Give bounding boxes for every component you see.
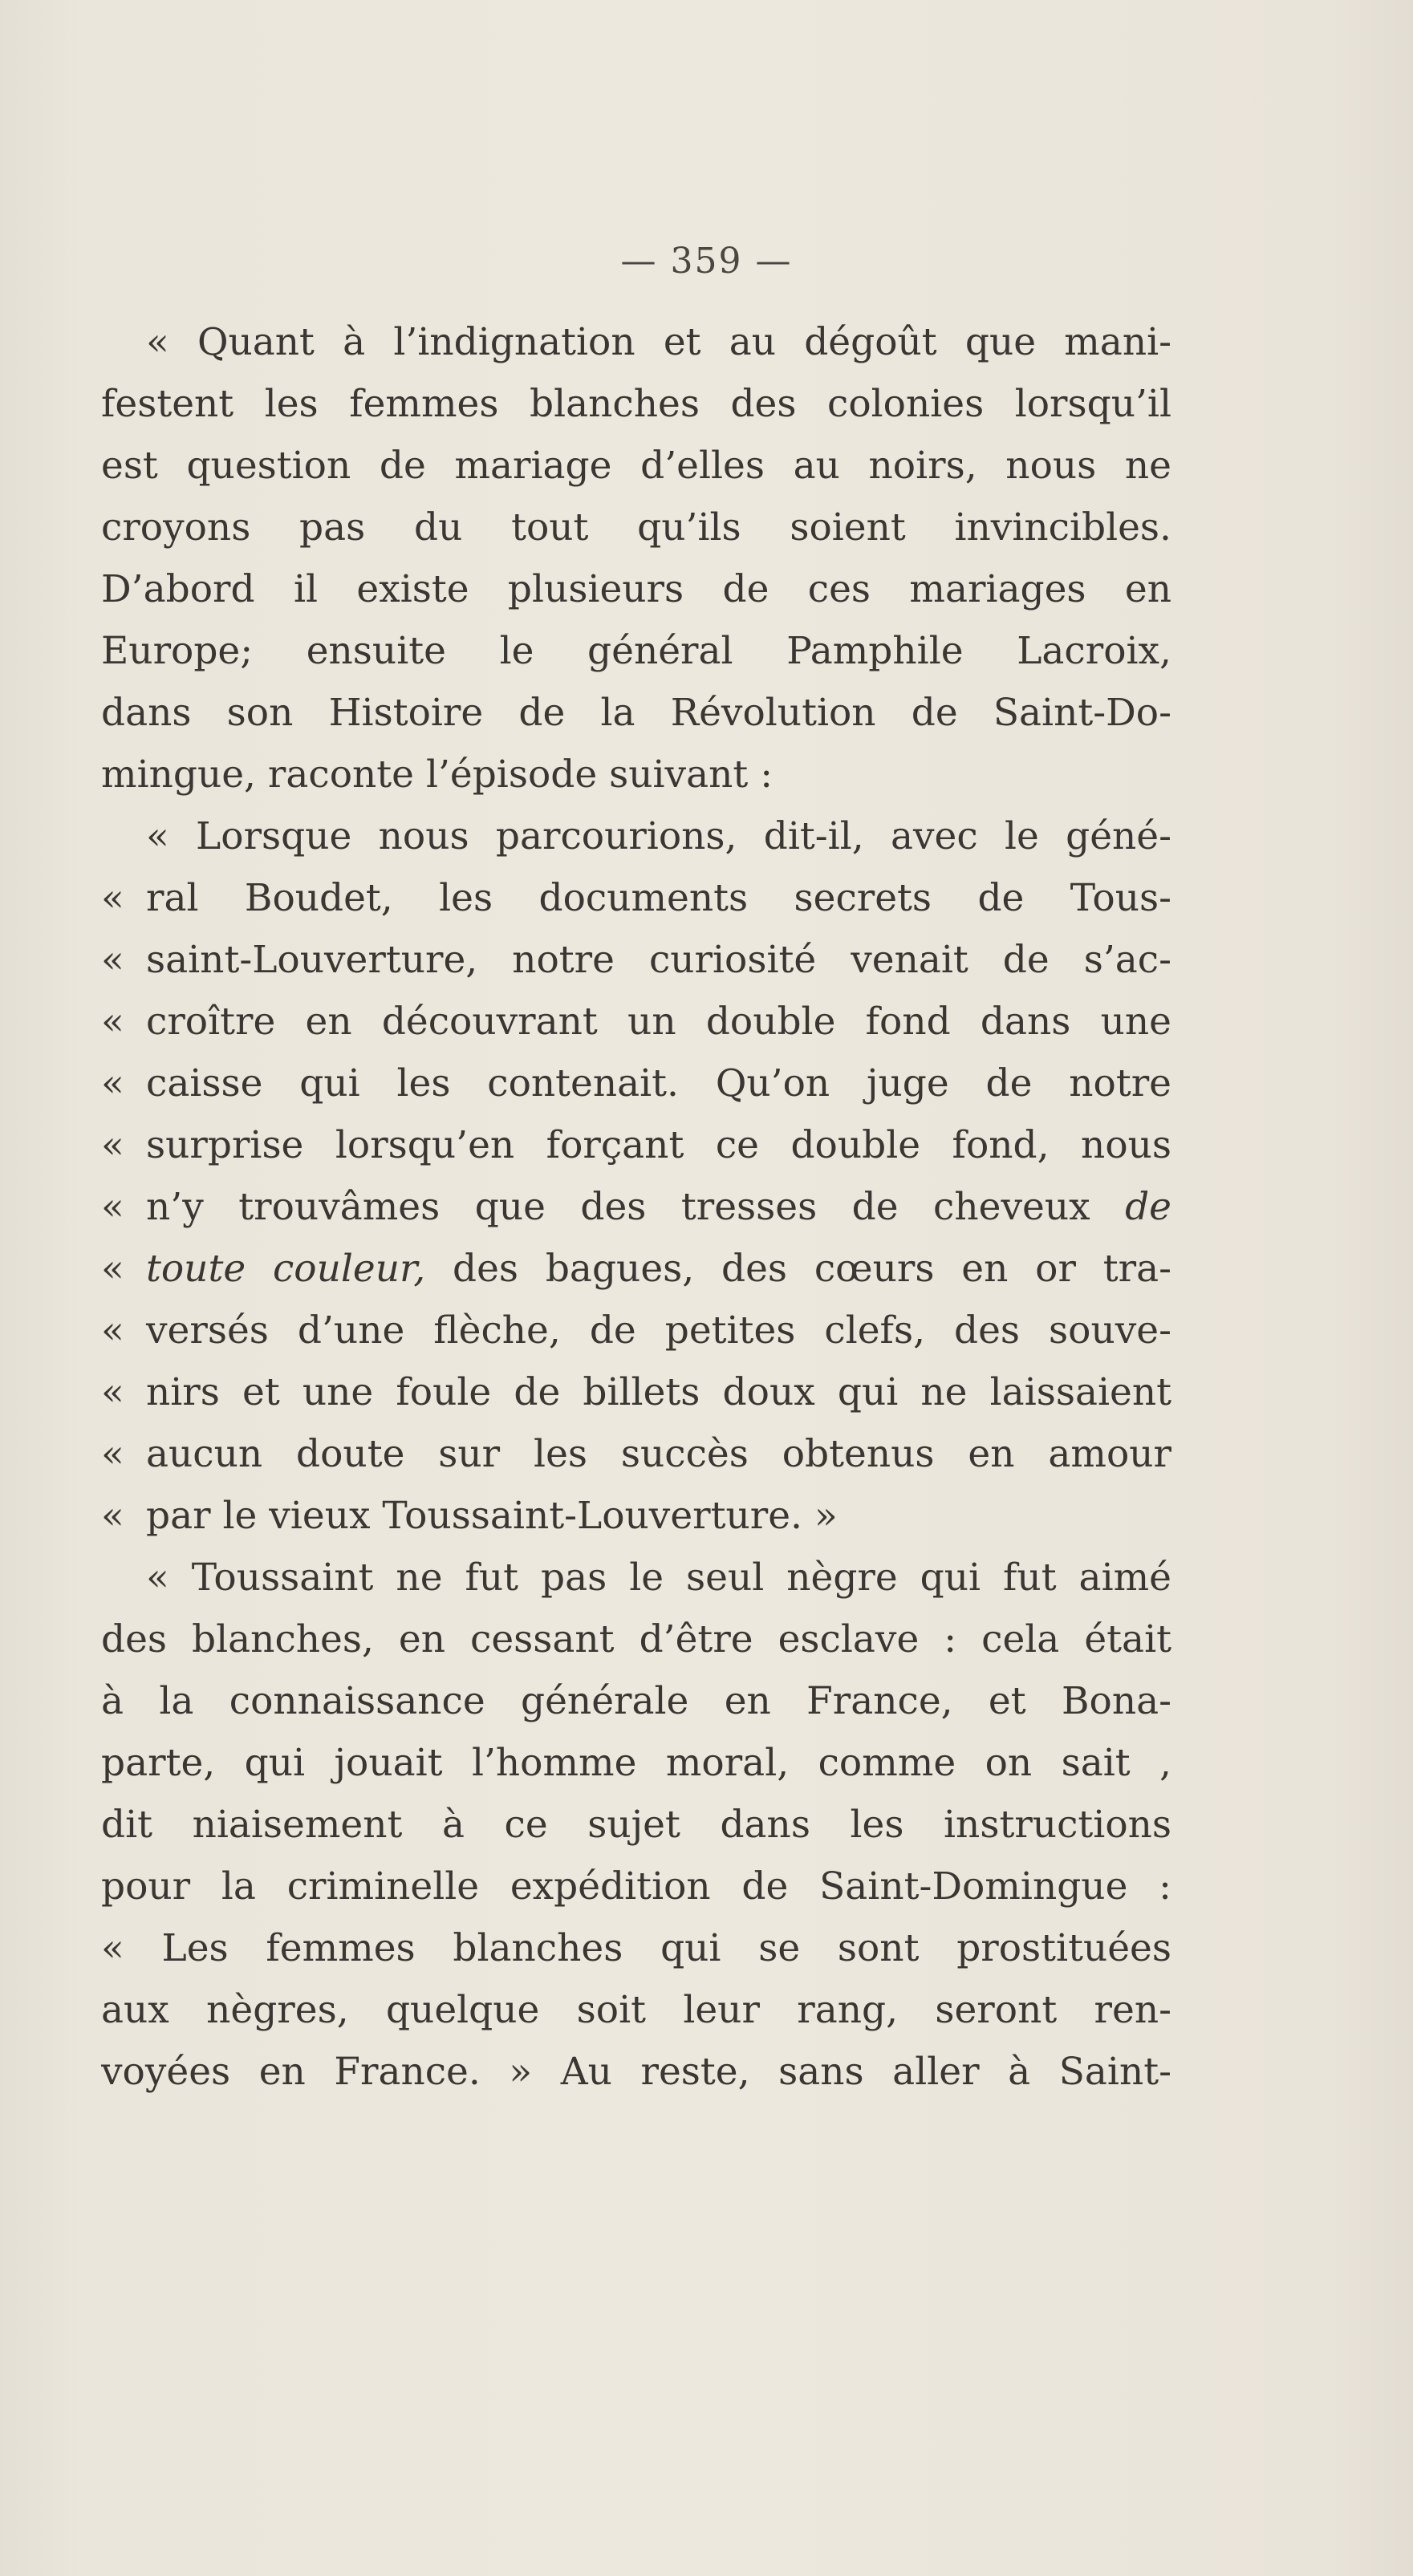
quote-text: croître en découvrant un double fond dans une xyxy=(146,1000,1171,1044)
text-line: « Toussaint ne fut pas le seul nègre qui fut aimé xyxy=(146,1556,1171,1600)
text-line: dit niaisement à ce sujet dans les instructions xyxy=(101,1803,1171,1847)
text-line: parte, qui jouait l’homme moral, comme on sait , xyxy=(101,1741,1171,1785)
text-line: est question de mariage d’elles au noirs, nous ne xyxy=(101,444,1171,488)
italic-text: toute couleur, xyxy=(146,1247,426,1291)
text-line: Europe; ensuite le général Pamphile Lacroix, xyxy=(101,629,1171,673)
page-text xyxy=(101,311,1171,2103)
text-line: « Les femmes blanches qui se sont prostituées xyxy=(101,1926,1171,1970)
quote-line xyxy=(101,1176,1171,1238)
quote-line: « Lorsque nous parcourions, dit-il, avec le géné- xyxy=(146,814,1171,858)
quote-text: nirs et une foule de billets doux qui ne laissaient xyxy=(146,1370,1171,1414)
quote-line xyxy=(101,1423,1171,1485)
italic-text: de xyxy=(1125,1185,1171,1229)
quote-marker: « xyxy=(101,1000,124,1044)
text-line: pour la criminelle expédition de Saint-Domingue : xyxy=(101,1864,1171,1909)
page-number: — 359 — xyxy=(620,241,793,282)
quote-marker: « xyxy=(101,876,124,920)
text-line: mingue, raconte l’épisode suivant : xyxy=(101,753,773,797)
quote-line xyxy=(101,1053,1171,1114)
quote-marker: « xyxy=(101,938,124,982)
quote-line xyxy=(101,1238,1171,1300)
quote-marker: « xyxy=(101,1185,124,1229)
quote-line xyxy=(101,1361,1171,1423)
quote-marker: « xyxy=(101,1494,124,1538)
quote-marker: « xyxy=(101,1432,124,1476)
text-line: des blanches, en cessant d’être esclave : cela était xyxy=(101,1617,1171,1661)
quote-line xyxy=(101,1300,1171,1361)
text-line: à la connaissance générale en France, et Bona- xyxy=(101,1679,1171,1723)
quote-line xyxy=(101,991,1171,1053)
text-line: voyées en France. » Au reste, sans aller à Saint- xyxy=(101,2050,1171,2094)
quote-text: versés d’une flèche, de petites clefs, des souve- xyxy=(146,1308,1171,1353)
quote-text: saint-Louverture, notre curiosité venait de s’ac- xyxy=(146,938,1171,982)
quote-text: aucun doute sur les succès obtenus en amour xyxy=(146,1432,1171,1476)
quote-marker: « xyxy=(101,1370,124,1414)
quote-text: n’y trouvâmes que des tresses de cheveux xyxy=(146,1185,1090,1229)
quote-text: caisse qui les contenait. Qu’on juge de notre xyxy=(146,1061,1171,1105)
quote-marker: « xyxy=(101,1123,124,1167)
quote-text: surprise lorsqu’en forçant ce double fond, nous xyxy=(146,1123,1171,1167)
text-line: « Quant à l’indignation et au dégoût que mani- xyxy=(146,320,1171,364)
text-line: aux nègres, quelque soit leur rang, seront ren- xyxy=(101,1988,1171,2032)
quote-line xyxy=(101,867,1171,929)
text-line: dans son Histoire de la Révolution de Saint-Do- xyxy=(101,691,1171,735)
quote-text: par le vieux Toussaint-Louverture. » xyxy=(146,1494,838,1538)
quote-line xyxy=(101,1114,1171,1176)
quote-line xyxy=(101,1485,1171,1547)
quote-marker: « xyxy=(101,1308,124,1353)
text-line: festent les femmes blanches des colonies lorsqu’il xyxy=(101,382,1171,426)
quote-text: des bagues, des cœurs en or tra- xyxy=(425,1247,1171,1291)
quote-line xyxy=(101,929,1171,991)
text-line: croyons pas du tout qu’ils soient invincibles. xyxy=(101,505,1171,550)
quote-marker: « xyxy=(101,1061,124,1105)
quote-marker: « xyxy=(101,1247,124,1291)
text-line: D’abord il existe plusieurs de ces mariages en xyxy=(101,567,1171,611)
quote-text: ral Boudet, les documents secrets de Tous- xyxy=(146,876,1171,920)
